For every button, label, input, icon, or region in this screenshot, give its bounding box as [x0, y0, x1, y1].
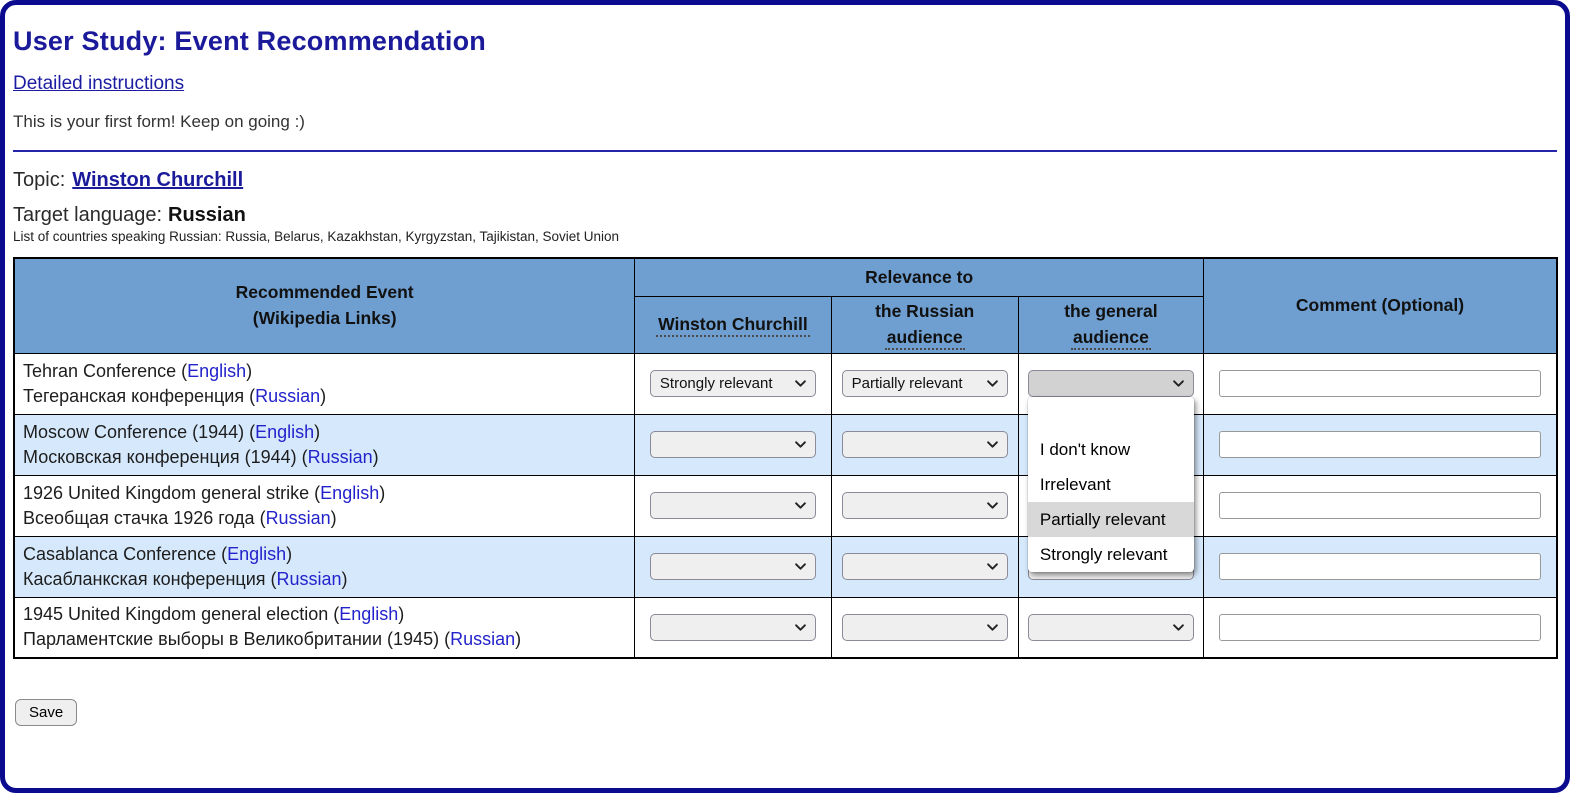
- event-title-en: 1926 United Kingdom general strike (: [23, 482, 321, 503]
- relevance-general-select[interactable]: [1028, 614, 1194, 641]
- select-value: [660, 559, 789, 574]
- chevron-down-icon: [1173, 624, 1184, 631]
- chevron-down-icon: [1173, 380, 1184, 387]
- target-language-value: Russian: [168, 204, 246, 226]
- table-row: [14, 414, 1557, 475]
- relevance-russian-cell: [831, 475, 1018, 536]
- countries-note: List of countries speaking Russian: Russia, Belarus, Kazakhstan, Kyrgyzstan, Tajikistan, Soviet Union: [13, 229, 620, 244]
- page-title: User Study: Event Recommendation: [13, 26, 486, 56]
- comment-input[interactable]: [1219, 370, 1541, 397]
- russian-audience-line1: the Russian: [875, 301, 975, 322]
- event-title-en: 1945 United Kingdom general election (: [23, 604, 340, 625]
- relevance-russian-select[interactable]: [842, 431, 1008, 458]
- topic-link[interactable]: Winston Churchill: [72, 169, 244, 191]
- event-link-russian[interactable]: Russian: [265, 507, 331, 528]
- event-link-english[interactable]: English: [339, 604, 399, 625]
- header-event-line2: (Wikipedia Links): [252, 307, 397, 328]
- relevance-winston-select[interactable]: [650, 431, 816, 458]
- dropdown-option-strongly-relevant[interactable]: Strongly relevant: [1039, 544, 1168, 564]
- section-divider: [13, 150, 1557, 152]
- event-link-english[interactable]: English: [227, 543, 287, 564]
- detailed-instructions-link[interactable]: Detailed instructions: [13, 73, 185, 94]
- event-title-ru: Московская конференция (1944) (: [23, 446, 308, 467]
- event-link-english[interactable]: English: [255, 421, 315, 442]
- select-value: Strongly relevant: [659, 375, 773, 392]
- header-col-general-audience: [1018, 296, 1203, 353]
- header-recommended-event: [14, 258, 635, 353]
- comment-input[interactable]: [1219, 492, 1541, 519]
- select-value: [1038, 620, 1167, 635]
- header-col-winston-churchill: [635, 296, 831, 353]
- select-value: [660, 620, 789, 635]
- target-language-line: [13, 204, 1557, 227]
- relevance-winston-select[interactable]: [650, 492, 816, 519]
- target-language-label: Target language:: [13, 204, 163, 226]
- winston-churchill-term: Winston Churchill: [656, 314, 810, 337]
- relevance-russian-select[interactable]: [842, 492, 1008, 519]
- general-audience-term: audience: [1071, 327, 1151, 350]
- event-link-russian[interactable]: Russian: [255, 385, 321, 406]
- chevron-down-icon: [987, 563, 998, 570]
- general-audience-line1: the general: [1064, 301, 1158, 322]
- event-title-en: Casablanca Conference (: [23, 543, 228, 564]
- event-link-russian[interactable]: Russian: [307, 446, 373, 467]
- dropdown-option-blank[interactable]: [1028, 397, 1194, 432]
- event-title-ru: Касабланкская конференция (: [23, 568, 277, 589]
- select-value: [1038, 376, 1167, 391]
- header-relevance-group: Relevance to: [635, 258, 1204, 296]
- select-value: [852, 498, 981, 513]
- event-cell: 1945 United Kingdom general election (English) Парламентские выборы в Великобритании (1945) (Russian): [14, 597, 635, 658]
- select-value: [852, 620, 981, 635]
- relevance-russian-select[interactable]: [842, 553, 1008, 580]
- table-row: [14, 353, 1557, 414]
- event-cell: Casablanca Conference (English) Касабланкская конференция (Russian): [14, 536, 635, 597]
- relevance-general-cell: [1018, 353, 1203, 564]
- relevance-russian-cell: [831, 536, 1018, 597]
- event-link-russian[interactable]: Russian: [450, 629, 516, 650]
- comment-cell: [1204, 353, 1557, 414]
- chevron-down-icon: [987, 441, 998, 448]
- relevance-russian-cell: [831, 353, 1018, 414]
- event-title-en: Moscow Conference (1944) (: [23, 421, 256, 442]
- select-value: [660, 498, 789, 513]
- chevron-down-icon: [795, 380, 806, 387]
- save-button[interactable]: Save: [15, 699, 77, 726]
- relevance-winston-cell: [635, 536, 831, 597]
- chevron-down-icon: [795, 563, 806, 570]
- relevance-russian-cell: [831, 597, 1018, 658]
- header-col-russian-audience: [831, 296, 1018, 353]
- event-cell: Tehran Conference (English) Тегеранская конференция (Russian): [14, 353, 635, 414]
- relevance-dropdown-popup: [1028, 397, 1194, 572]
- event-title-ru: Тегеранская конференция (: [23, 385, 256, 406]
- relevance-winston-select[interactable]: [650, 614, 816, 641]
- chevron-down-icon: [795, 624, 806, 631]
- relevance-russian-select[interactable]: [842, 614, 1008, 641]
- relevance-winston-cell: [635, 353, 831, 414]
- relevance-winston-cell: [635, 597, 831, 658]
- select-value: [852, 559, 981, 574]
- table-header: [14, 258, 1557, 353]
- relevance-general-cell: [1018, 597, 1203, 658]
- chevron-down-icon: [987, 624, 998, 631]
- topic-label: Topic:: [13, 169, 66, 191]
- header-event-line1: Recommended Event: [235, 282, 414, 303]
- table-row: [14, 536, 1557, 597]
- dropdown-option-irrelevant[interactable]: Irrelevant: [1039, 474, 1111, 494]
- table-row: [14, 475, 1557, 536]
- chevron-down-icon: [795, 441, 806, 448]
- comment-input[interactable]: [1219, 553, 1541, 580]
- event-title-en: Tehran Conference (: [23, 360, 188, 381]
- comment-input[interactable]: [1219, 614, 1541, 641]
- event-link-russian[interactable]: Russian: [276, 568, 342, 589]
- event-link-english[interactable]: English: [187, 360, 247, 381]
- select-value: [660, 437, 789, 452]
- event-cell: Moscow Conference (1944) (English) Московская конференция (1944) (Russian): [14, 414, 635, 475]
- relevance-winston-cell: [635, 475, 831, 536]
- comment-cell: [1204, 536, 1557, 597]
- comment-cell: [1204, 475, 1557, 536]
- event-cell: 1926 United Kingdom general strike (English) Всеобщая стачка 1926 года (Russian): [14, 475, 635, 536]
- chevron-down-icon: [795, 502, 806, 509]
- table-row: [14, 597, 1557, 658]
- chevron-down-icon: [987, 502, 998, 509]
- dropdown-option-i-dont-know[interactable]: I don't know: [1039, 439, 1131, 459]
- header-comment: Comment (Optional): [1204, 258, 1557, 353]
- comment-cell: [1204, 597, 1557, 658]
- relevance-winston-select[interactable]: [650, 553, 816, 580]
- greeting-text: This is your first form! Keep on going :): [13, 112, 305, 131]
- event-title-ru: Всеобщая стачка 1926 года (: [23, 507, 266, 528]
- comment-input[interactable]: [1219, 431, 1541, 458]
- relevance-winston-cell: [635, 414, 831, 475]
- chevron-down-icon: [987, 380, 998, 387]
- select-value: Partially relevant: [851, 375, 963, 392]
- relevance-general-select-open[interactable]: [1028, 370, 1194, 397]
- relevance-russian-select[interactable]: [842, 370, 1008, 397]
- russian-audience-term: audience: [885, 327, 965, 350]
- select-value: [852, 437, 981, 452]
- event-link-english[interactable]: English: [320, 482, 380, 503]
- relevance-russian-cell: [831, 414, 1018, 475]
- comment-cell: [1204, 414, 1557, 475]
- event-title-ru: Парламентские выборы в Великобритании (1945) (: [23, 629, 451, 650]
- recommendation-table: [13, 257, 1558, 659]
- dropdown-option-partially-relevant[interactable]: Partially relevant: [1028, 502, 1194, 537]
- relevance-winston-select[interactable]: [650, 370, 816, 397]
- topic-line: [13, 169, 1557, 192]
